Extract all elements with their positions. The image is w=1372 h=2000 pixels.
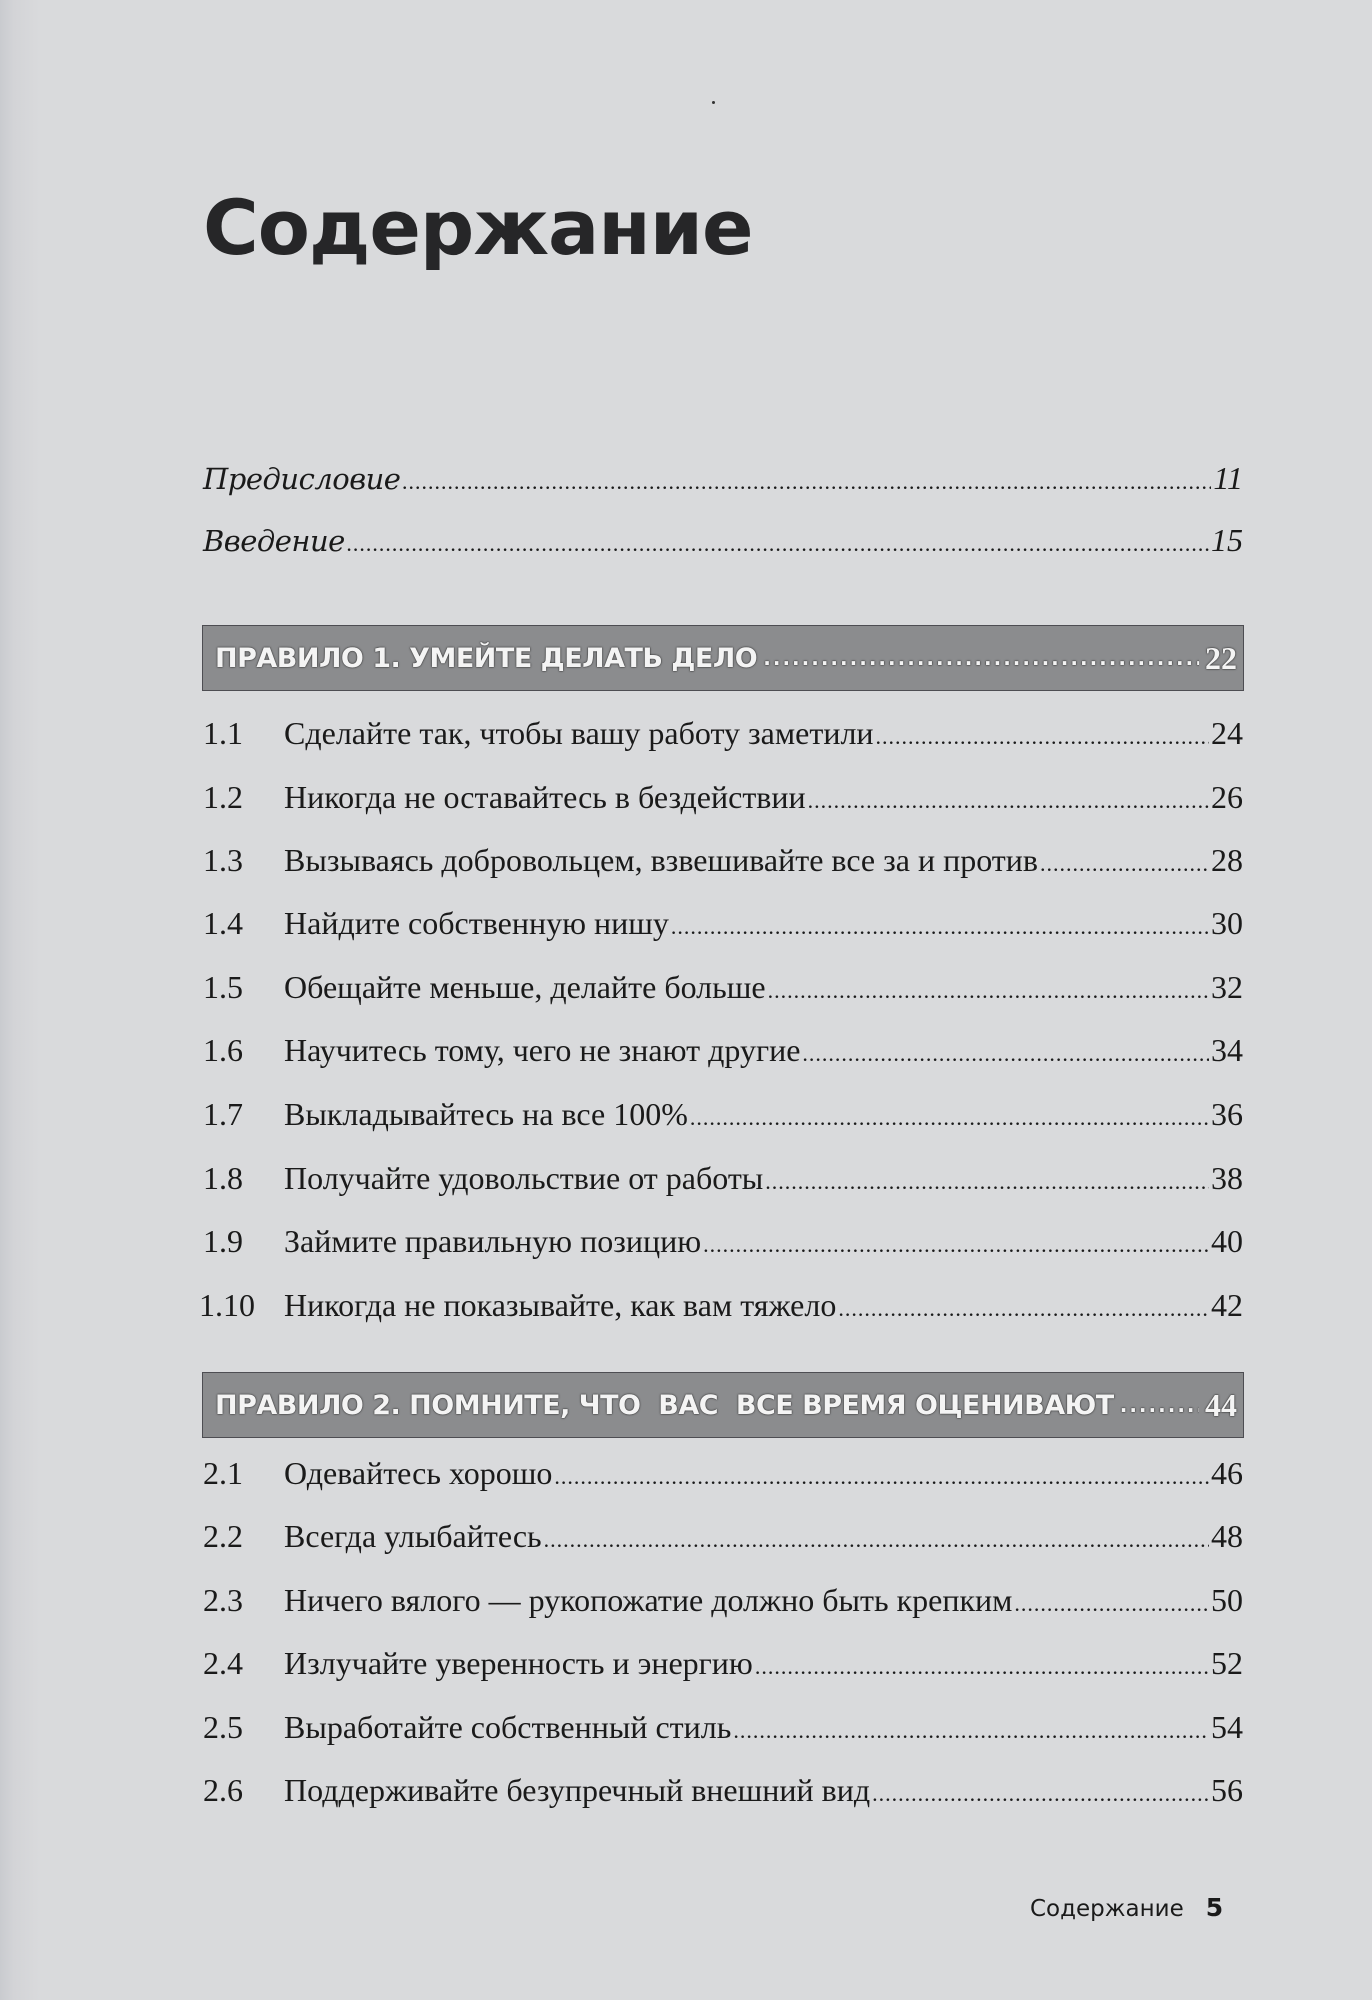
rule-heading-label: ПРАВИЛО 2. ПОМНИТЕ, ЧТО ВАС ВСЕ ВРЕМЯ ОЦЕНИВАЮТ	[215, 1389, 1114, 1421]
leader-dots	[554, 1455, 1209, 1499]
toc-entry-label: Научитесь тому, чего не знают другие	[284, 1032, 801, 1068]
toc-entry[interactable]	[203, 901, 1243, 945]
leader-dots	[808, 779, 1209, 823]
rule-1-heading[interactable]	[202, 625, 1244, 691]
toc-entry-page: 52	[1211, 1645, 1243, 1681]
toc-entry-number: 1.4	[203, 905, 243, 941]
toc-entry-page: 30	[1211, 905, 1243, 941]
toc-entry[interactable]	[203, 965, 1243, 1009]
toc-entry-label: Выработайте собственный стиль	[284, 1709, 732, 1745]
toc-entry-label: Всегда улыбайтесь	[284, 1518, 542, 1554]
leader-dots	[838, 1287, 1209, 1331]
toc-entry-page: 28	[1211, 842, 1243, 878]
toc-entry[interactable]	[203, 1028, 1243, 1072]
leader-dots	[733, 1709, 1209, 1753]
toc-entry-page: 11	[1213, 460, 1243, 496]
toc-entry-number: 1.5	[203, 969, 243, 1005]
toc-entry[interactable]	[203, 1156, 1243, 1200]
leader-dots	[1120, 1393, 1199, 1417]
paper-speck	[712, 101, 715, 104]
toc-entry-page: 56	[1211, 1772, 1243, 1808]
toc-entry-label: Предисловие	[203, 462, 401, 496]
leader-dots	[763, 646, 1199, 670]
toc-entry-label: Введение	[203, 524, 345, 558]
toc-entry-page: 48	[1211, 1518, 1243, 1554]
toc-entry[interactable]	[203, 1641, 1243, 1685]
toc-entry-label: Одевайтесь хорошо	[284, 1455, 553, 1491]
toc-entry-page: 54	[1211, 1709, 1243, 1745]
toc-entry[interactable]	[203, 1768, 1243, 1812]
toc-entry-label: Никогда не оставайтесь в бездействии	[284, 779, 806, 815]
toc-entry-page: 26	[1211, 779, 1243, 815]
rule-heading-page: 44	[1205, 1386, 1237, 1423]
toc-entry-number: 1.2	[203, 779, 243, 815]
toc-entry-number: 1.6	[203, 1032, 243, 1068]
rule-heading-page: 22	[1205, 639, 1237, 676]
toc-entry-page: 46	[1211, 1455, 1243, 1491]
toc-entry[interactable]	[203, 1092, 1243, 1136]
toc-entry-page: 24	[1211, 715, 1243, 751]
toc-entry-page: 36	[1211, 1096, 1243, 1132]
toc-entry[interactable]	[203, 838, 1243, 882]
toc-entry[interactable]	[203, 1514, 1243, 1558]
page-title: Содержание	[203, 183, 753, 272]
toc-entry-label: Обещайте меньше, делайте больше	[284, 969, 766, 1005]
toc-entry-page: 38	[1211, 1160, 1243, 1196]
leader-dots	[703, 1223, 1209, 1267]
toc-entry-number: 2.3	[203, 1582, 243, 1618]
toc-entry-number: 1.10	[199, 1287, 255, 1323]
toc-entry[interactable]	[203, 711, 1243, 755]
toc-entry-label: Сделайте так, чтобы вашу работу заметили	[284, 715, 874, 751]
toc-entry-label: Займите правильную позицию	[284, 1223, 702, 1259]
toc-entry-label: Излучайте уверенность и энергию	[284, 1645, 753, 1681]
toc-entry-page: 15	[1211, 522, 1243, 558]
leader-dots	[876, 715, 1209, 759]
toc-entry[interactable]	[203, 1219, 1243, 1263]
toc-entry-label: Ничего вялого — рукопожатие должно быть крепким	[284, 1582, 1013, 1618]
toc-entry-page: 32	[1211, 969, 1243, 1005]
toc-entry[interactable]	[203, 1578, 1243, 1622]
toc-entry-label: Поддерживайте безупречный внешний вид	[284, 1772, 871, 1808]
toc-entry-number: 2.5	[203, 1709, 243, 1745]
toc-entry-number: 1.9	[203, 1223, 243, 1259]
toc-entry-number: 1.7	[203, 1096, 243, 1132]
toc-entry-page: 40	[1211, 1223, 1243, 1259]
toc-entry-label: Получайте удовольствие от работы	[284, 1160, 764, 1196]
toc-entry-number: 1.8	[203, 1160, 243, 1196]
leader-dots	[768, 969, 1209, 1013]
toc-entry-label: Никогда не показывайте, как вам тяжело	[284, 1287, 837, 1323]
toc-entry-number: 2.2	[203, 1518, 243, 1554]
leader-dots	[872, 1772, 1209, 1816]
leader-dots	[765, 1160, 1209, 1204]
leader-dots	[1014, 1582, 1209, 1626]
toc-entry-label: Выкладывайтесь на все 100%	[284, 1096, 688, 1132]
toc-entry-label: Найдите собственную нишу	[284, 905, 669, 941]
toc-entry[interactable]	[203, 775, 1243, 819]
leader-dots	[802, 1032, 1209, 1076]
toc-entry-page: 34	[1211, 1032, 1243, 1068]
footer-section: Содержание	[1030, 1896, 1184, 1922]
toc-entry-page: 42	[1211, 1287, 1243, 1323]
leader-dots	[690, 1096, 1209, 1140]
rule-2-heading[interactable]	[202, 1372, 1244, 1438]
toc-entry-introduction[interactable]	[203, 518, 1243, 562]
leader-dots	[347, 522, 1209, 566]
running-footer	[1030, 1893, 1223, 1922]
leader-dots	[1040, 842, 1209, 886]
leader-dots	[544, 1518, 1209, 1562]
leader-dots	[755, 1645, 1209, 1689]
toc-entry-number: 2.4	[203, 1645, 243, 1681]
toc-entry[interactable]	[203, 1705, 1243, 1749]
toc-entry-label: Вызываясь добровольцем, взвешивайте все за и против	[284, 842, 1039, 878]
toc-entry-number: 1.1	[203, 715, 243, 751]
toc-entry-preface[interactable]	[203, 456, 1243, 500]
toc-entry-number: 2.6	[203, 1772, 243, 1808]
toc-entry[interactable]	[199, 1283, 1243, 1327]
leader-dots	[402, 460, 1211, 504]
toc-entry[interactable]	[203, 1451, 1243, 1495]
toc-entry-number: 1.3	[203, 842, 243, 878]
leader-dots	[671, 905, 1209, 949]
footer-page-number: 5	[1205, 1893, 1224, 1922]
toc-entry-page: 50	[1211, 1582, 1243, 1618]
rule-heading-label: ПРАВИЛО 1. УМЕЙТЕ ДЕЛАТЬ ДЕЛО	[215, 642, 758, 674]
toc-entry-number: 2.1	[203, 1455, 243, 1491]
